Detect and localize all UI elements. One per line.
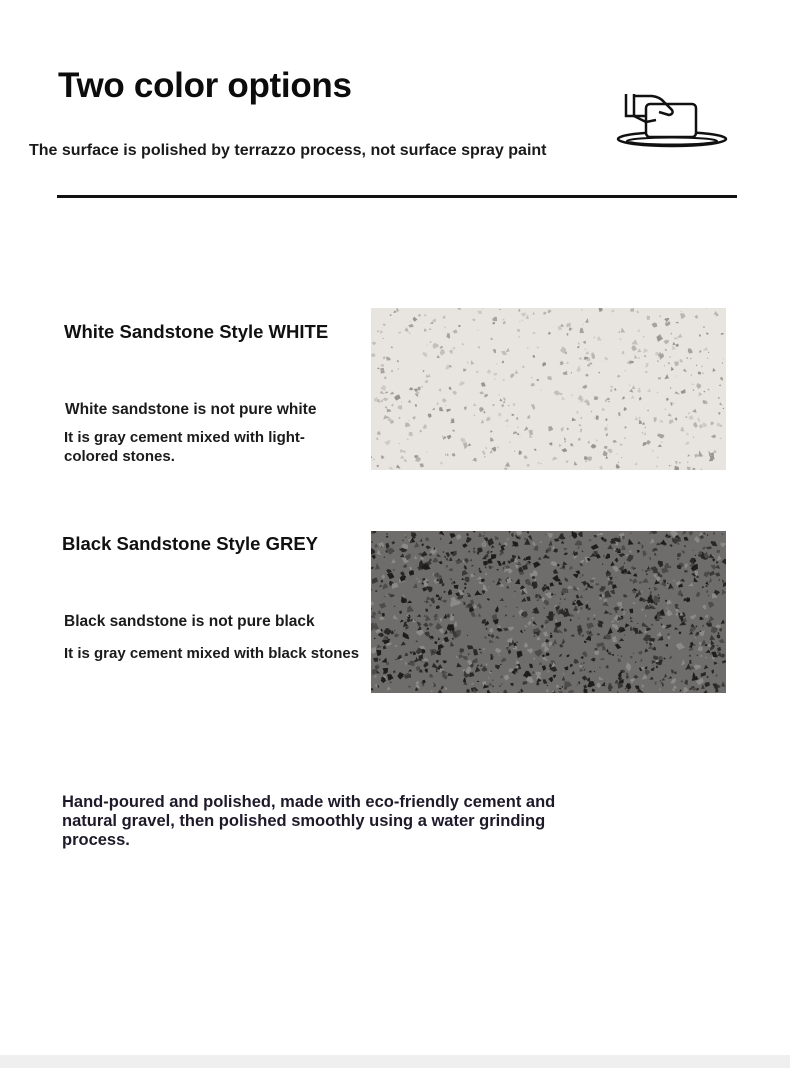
grey-option-line1: Black sandstone is not pure black <box>64 613 315 630</box>
grey-option-line2: It is gray cement mixed with black stones <box>64 645 360 662</box>
white-option-line2: It is gray cement mixed with light-colored stones. <box>64 429 305 465</box>
bottom-band <box>0 1055 790 1068</box>
page-title: Two color options <box>58 66 352 105</box>
header-divider <box>57 195 737 198</box>
footer-description: Hand-poured and polished, made with eco-friendly cement and natural gravel, then polished smoothly using a water grinding process. <box>62 793 556 849</box>
white-option-line1: White sandstone is not pure white <box>65 401 317 418</box>
white-sandstone-swatch <box>371 308 726 470</box>
grey-option-title: Black Sandstone Style GREY <box>62 533 319 554</box>
grey-sandstone-swatch <box>371 531 726 693</box>
page-subtitle: The surface is polished by terrazzo process, not surface spray paint <box>29 142 547 159</box>
hand-polishing-icon <box>612 86 730 152</box>
white-option-title: White Sandstone Style WHITE <box>64 321 329 342</box>
